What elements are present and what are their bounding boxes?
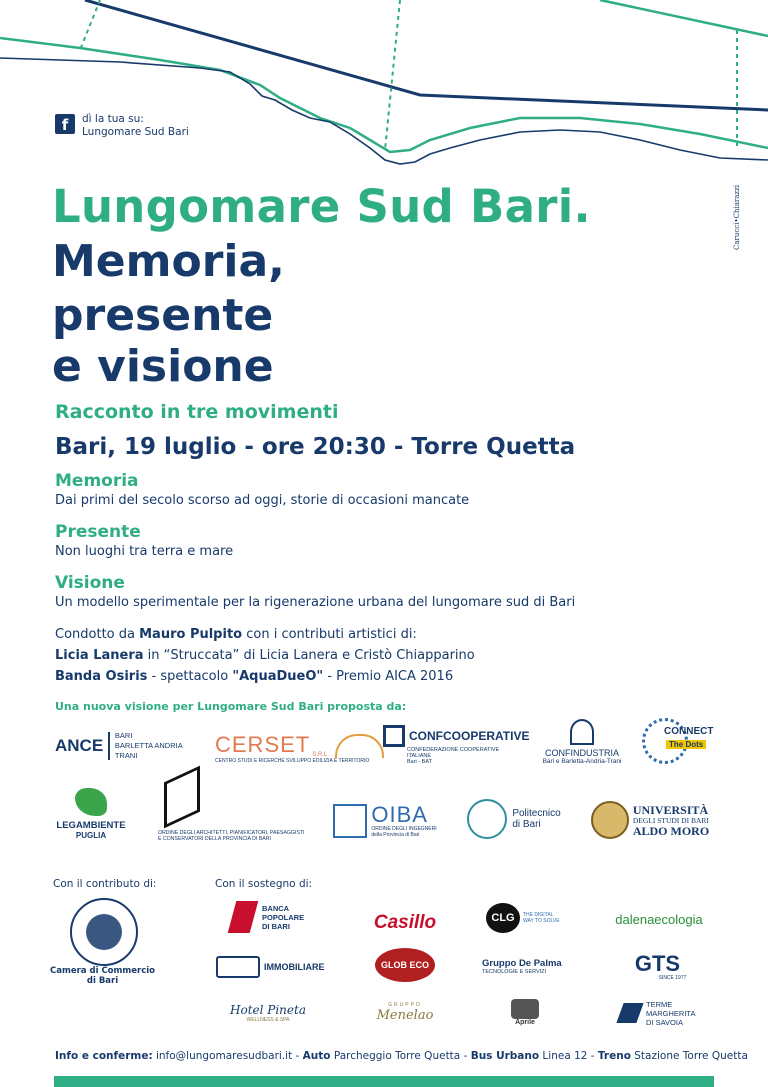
ordine-architetti-logo bbox=[158, 772, 308, 844]
clg-sub: THE DIGITAL WAY TO SOLVE bbox=[523, 912, 560, 924]
terme-line1: TERME bbox=[646, 999, 673, 1009]
footer-treno-label: Treno bbox=[597, 1050, 631, 1062]
credits-line3 bbox=[55, 666, 475, 687]
depalma-name: Gruppo De Palma bbox=[482, 957, 562, 969]
legambiente-name: LEGAMBIENTE bbox=[56, 820, 126, 831]
credits-text: in “Struccata” di Licia Lanera e Cristò Chiapparino bbox=[143, 648, 475, 663]
footer-treno-text: Stazione Torre Quetta bbox=[630, 1050, 748, 1062]
universita-line3: ALDO MORO bbox=[632, 823, 710, 838]
connect-name: CONNECT bbox=[664, 726, 714, 737]
facebook-icon[interactable]: f bbox=[55, 114, 75, 134]
oiba-sub1: ORDINE DEGLI INGEGNERI bbox=[371, 826, 437, 832]
aprile-name: Aprile bbox=[515, 1018, 535, 1026]
politecnico-seal-icon bbox=[467, 799, 507, 839]
dbd-immobiliare-logo bbox=[216, 955, 326, 979]
footer-auto-text: Parcheggio Torre Quetta - bbox=[330, 1050, 471, 1062]
footer-auto-label: Auto bbox=[302, 1050, 331, 1062]
bpb-line3: DI BARI bbox=[262, 921, 290, 931]
coastline-graphic bbox=[0, 0, 768, 180]
politecnico-line2: di Bari bbox=[512, 819, 541, 830]
pineta-sub: WELLNESS & SPA bbox=[246, 1017, 290, 1023]
oiba-sub2: della Provincia di Bari bbox=[371, 832, 420, 838]
gts-name: GTS bbox=[634, 951, 681, 976]
facebook-line2: Lungomare Sud Bari bbox=[82, 126, 189, 138]
terme-icon bbox=[616, 1003, 643, 1023]
facebook-line1: dì la tua su: bbox=[82, 113, 144, 125]
bpb-line1: BANCA bbox=[262, 903, 290, 913]
confcoop-icon bbox=[383, 725, 405, 747]
architetti-icon bbox=[164, 766, 200, 829]
pineta-name: Hotel Pineta bbox=[230, 1003, 306, 1017]
universita-logo bbox=[585, 800, 715, 840]
universita-line1: UNIVERSITÀ bbox=[632, 802, 709, 817]
architetti-line2: E CONSERVATORI DELLA PROVINCIA DI BARI bbox=[158, 836, 271, 842]
politecnico-line1: Politecnico bbox=[512, 808, 561, 819]
universita-line2: DEGLI STUDI DI BARI bbox=[632, 815, 709, 825]
menelao-line1: GRUPPO bbox=[388, 1001, 422, 1008]
aprile-icon bbox=[511, 999, 539, 1019]
confindustria-logo bbox=[532, 716, 632, 768]
architetti-line1: ORDINE DEGLI ARCHITETTI, PIANIFICATORI, PAESAGGISTI bbox=[158, 830, 305, 836]
confindustria-name: CONFINDUSTRIA bbox=[545, 748, 619, 758]
credits-line2 bbox=[55, 645, 475, 666]
footer-bar bbox=[54, 1076, 714, 1087]
clg-name: CLG bbox=[486, 903, 520, 933]
dalena-name: dalenaecologia bbox=[615, 911, 703, 927]
depalma-logo bbox=[482, 948, 572, 984]
credits-text: con i contributi artistici di: bbox=[242, 627, 417, 642]
credits-name: Licia Lanera bbox=[55, 648, 144, 663]
section-text-visione: Un modello sperimentale per la rigenerazione urbana del lungomare sud di Bari bbox=[55, 595, 576, 610]
connect-sub: The Dots bbox=[666, 740, 706, 749]
credits-name: Banda Osiris bbox=[55, 669, 148, 684]
confcooperative-logo bbox=[383, 727, 530, 765]
cerset-sun-icon bbox=[335, 734, 384, 758]
terme-line3: DI SAVOIA bbox=[646, 1017, 683, 1027]
dbd-icon bbox=[216, 956, 260, 978]
terme-line2: MARGHERITA bbox=[646, 1008, 696, 1018]
menelao-logo bbox=[370, 994, 440, 1030]
camera-line2: di Bari bbox=[86, 976, 119, 986]
section-heading-visione: Visione bbox=[55, 573, 125, 593]
politecnico-logo bbox=[466, 798, 562, 840]
credits-text: - Premio AICA 2016 bbox=[323, 669, 454, 684]
confcoop-sub: CONFEDERAZIONE COOPERATIVE ITALIANE bbox=[407, 747, 500, 759]
confcoop-name: CONFCOOPERATIVE bbox=[409, 729, 530, 743]
facebook-label[interactable] bbox=[82, 113, 189, 139]
section-heading-memoria: Memoria bbox=[55, 471, 139, 491]
oiba-logo bbox=[330, 800, 440, 842]
casillo-name: Casillo bbox=[373, 912, 437, 933]
confindustria-sub: Bari e Barletta-Andria-Trani bbox=[542, 758, 622, 765]
aprile-logo bbox=[505, 994, 545, 1030]
title-line4: e visione bbox=[52, 341, 274, 392]
footer-email[interactable]: info@lungomaresudbari.it - bbox=[152, 1050, 303, 1062]
credits-text: - spettacolo bbox=[147, 669, 233, 684]
footer-info-label: Info e conferme: bbox=[55, 1050, 153, 1062]
connect-the-dots-logo bbox=[642, 716, 718, 762]
dalena-ecologia-logo bbox=[600, 904, 718, 934]
camera-commercio-seal-icon bbox=[70, 898, 138, 966]
banca-popolare-logo bbox=[232, 898, 322, 936]
cerset-sub: CENTRO STUDI E RICERCHE SVILUPPO EDILIZIA E TERRITORIO bbox=[215, 758, 370, 764]
gts-sub: SINCE 1977 bbox=[658, 975, 687, 981]
bpb-line2: POPOLARE bbox=[262, 912, 305, 922]
title-line3: presente bbox=[52, 290, 274, 341]
footer-info bbox=[55, 1050, 748, 1062]
menelao-name: Menelao bbox=[376, 1007, 434, 1023]
cerset-logo bbox=[215, 728, 370, 768]
camera-commercio-label bbox=[40, 966, 165, 986]
clg-logo bbox=[486, 902, 566, 934]
ance-sub2: BARLETTA ANDRIA TRANI bbox=[114, 741, 183, 760]
section-text-presente: Non luoghi tra terra e mare bbox=[55, 544, 234, 559]
depalma-sub: TECNOLOGIE E SERVIZI bbox=[482, 968, 547, 975]
sostegno-label: Con il sostegno di: bbox=[215, 878, 313, 890]
title-line2: Memoria, bbox=[52, 236, 285, 287]
confcoop-sub2: Bari - BAT bbox=[407, 759, 432, 765]
bpb-icon bbox=[228, 901, 259, 933]
legambiente-region: PUGLIA bbox=[75, 831, 107, 840]
legambiente-logo bbox=[52, 785, 130, 843]
contributo-label: Con il contributo di: bbox=[53, 878, 157, 890]
subtitle: Racconto in tre movimenti bbox=[55, 401, 339, 423]
side-credit: Carucci•Chiarazzi bbox=[733, 184, 741, 250]
ance-sub1: BARI bbox=[114, 731, 133, 740]
credits-line1 bbox=[55, 624, 475, 645]
cerset-name: CERSET bbox=[215, 732, 311, 757]
cerset-srl: S.R.L. bbox=[312, 752, 329, 758]
casillo-logo bbox=[360, 908, 450, 938]
gts-logo bbox=[615, 950, 700, 984]
event-line: Bari, 19 luglio - ore 20:30 - Torre Quetta bbox=[55, 434, 576, 460]
globeco-name: GLOB ECO bbox=[380, 960, 429, 970]
dbd-name: IMMOBILIARE bbox=[264, 962, 325, 972]
oiba-name: OIBA bbox=[371, 802, 428, 827]
section-heading-presente: Presente bbox=[55, 522, 141, 542]
legambiente-icon bbox=[75, 788, 107, 816]
proposal-label: Una nuova visione per Lungomare Sud Bari proposta da: bbox=[55, 700, 407, 713]
universita-seal-icon bbox=[591, 801, 629, 839]
credits-text: Condotto da bbox=[55, 627, 140, 642]
credits-show: "AquaDueO" bbox=[232, 669, 324, 684]
footer-bus-text: Linea 12 - bbox=[539, 1050, 598, 1062]
footer-bus-label: Bus Urbano bbox=[470, 1050, 540, 1062]
section-text-memoria: Dai primi del secolo scorso ad oggi, storie di occasioni mancate bbox=[55, 493, 470, 508]
globeco-logo bbox=[375, 948, 435, 982]
hotel-pineta-logo bbox=[228, 996, 308, 1030]
ance-logo bbox=[55, 726, 195, 766]
terme-margherita-logo bbox=[620, 996, 710, 1030]
oiba-icon bbox=[333, 804, 367, 838]
credits-block bbox=[55, 624, 475, 687]
title-line1: Lungomare Sud Bari. bbox=[52, 180, 591, 233]
confindustria-icon bbox=[570, 719, 594, 745]
credits-name: Mauro Pulpito bbox=[139, 627, 243, 642]
ance-name: ANCE bbox=[55, 736, 104, 755]
camera-line1: Camera di Commercio bbox=[50, 966, 155, 976]
